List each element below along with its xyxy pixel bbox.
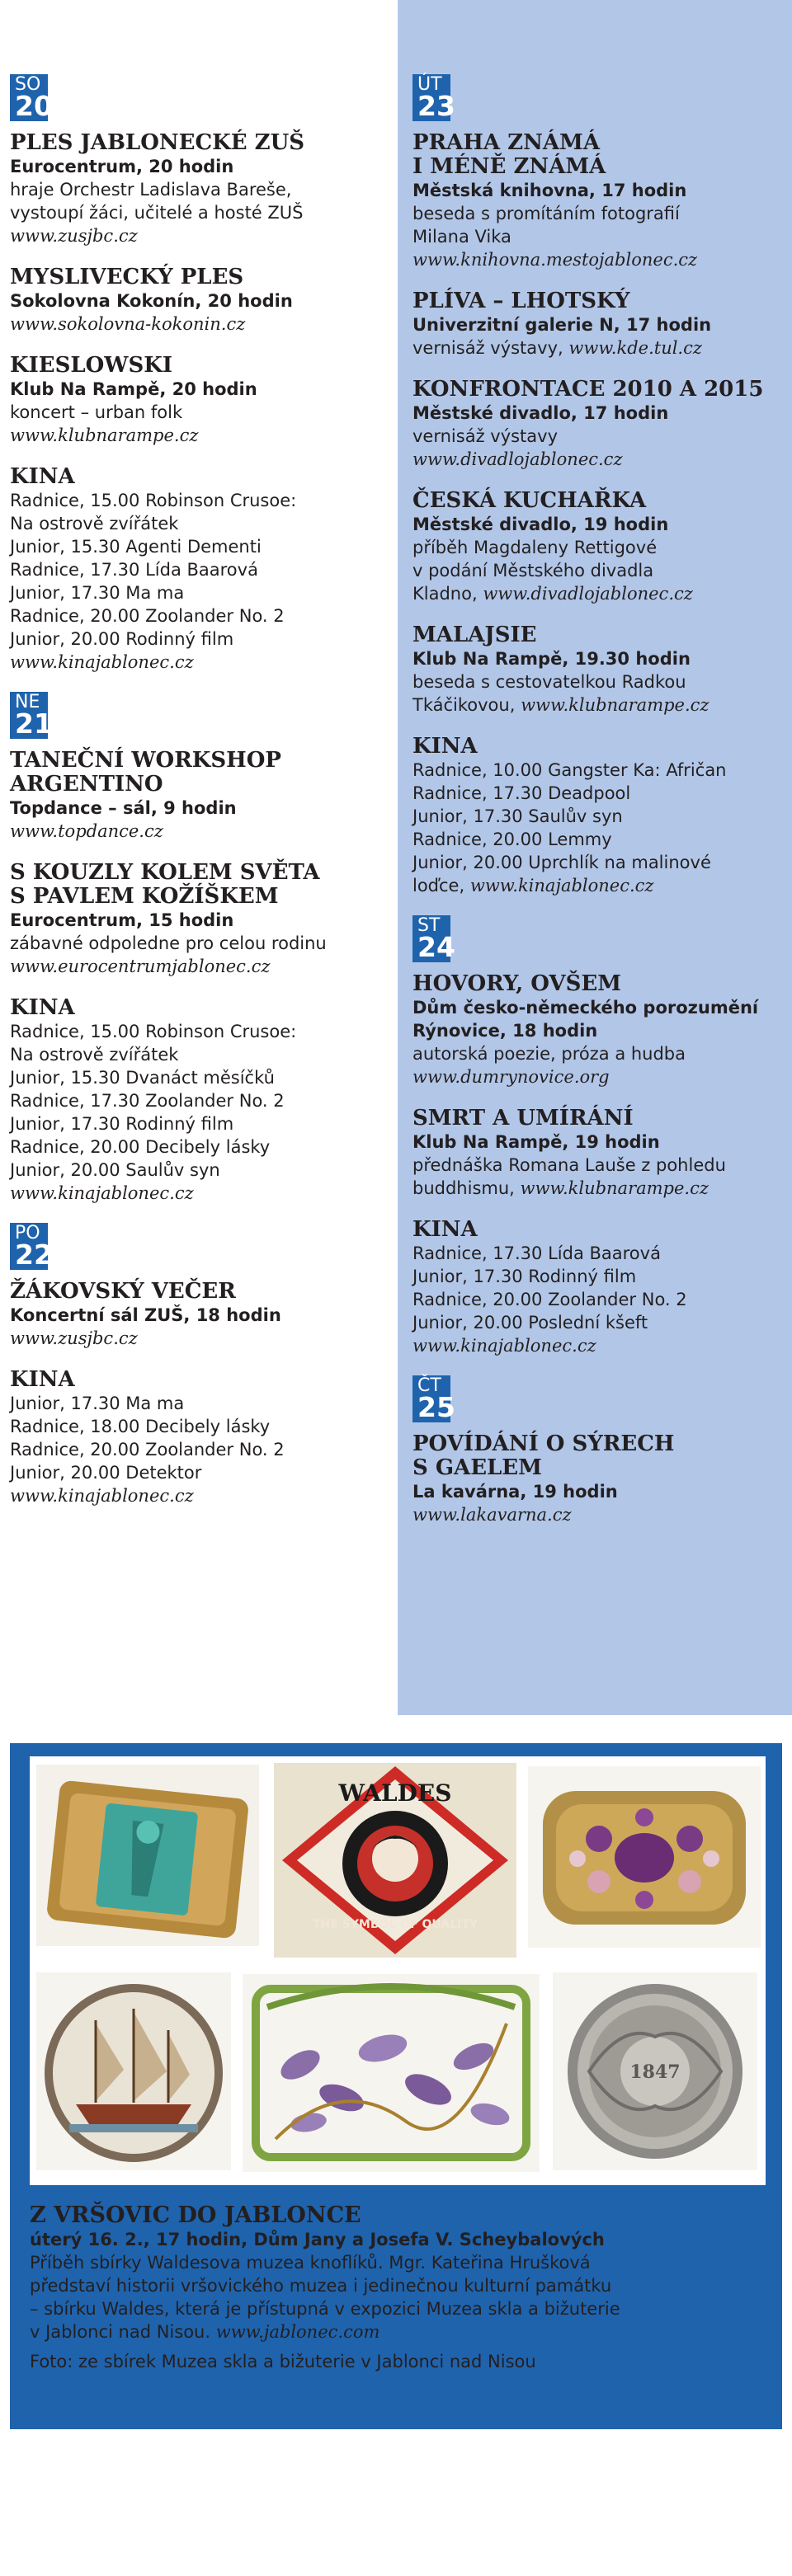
event-title [10, 131, 385, 155]
event-link[interactable]: www.klubnarampe.cz [10, 425, 199, 445]
svg-text:THE SYMBOL OF QUALITY: THE SYMBOL OF QUALITY [312, 1918, 478, 1931]
event-description: Radnice, 17.30 Zoolander No. 2 [10, 1091, 285, 1111]
event-title [10, 996, 385, 1020]
event-link[interactable]: www.lakavarna.cz [412, 1505, 572, 1525]
event-description: Junior, 17.30 Ma ma [10, 583, 185, 603]
event-place: Eurocentrum, 20 hodin [10, 157, 234, 176]
event-description: Milana Vika [412, 227, 512, 247]
event-title [10, 861, 385, 909]
event-description: příběh Magdaleny Rettigové [412, 538, 658, 557]
day-abbr: NE [15, 692, 40, 712]
banner-title: Z VRŠOVIC DO JABLONCE [30, 2202, 361, 2228]
event [10, 465, 385, 674]
svg-text:1847: 1847 [629, 2061, 681, 2083]
day-block [412, 915, 784, 1357]
event-title [412, 378, 784, 402]
event-description: Radnice, 20.00 Decibely lásky [10, 1137, 271, 1157]
event-description: zábavné odpoledne pro celou rodinu [10, 933, 327, 953]
day-abbr: ÚT [417, 74, 442, 95]
svg-text:WALDES: WALDES [338, 1779, 452, 1807]
event-description: Junior, 20.00 Uprchlík na malinové [412, 853, 711, 872]
event-description: autorská poezie, próza a hudba [412, 1044, 686, 1064]
event-place: Topdance – sál, 9 hodin [10, 798, 237, 818]
event-place: Sokolovna Kokonín, 20 hodin [10, 291, 293, 311]
event-link[interactable]: www.divadlojablonec.cz [412, 449, 623, 469]
event-link[interactable]: www.zusjbc.cz [10, 1328, 138, 1348]
event-link[interactable]: www.zusjbc.cz [10, 226, 138, 246]
event-description-with-link [412, 1177, 784, 1200]
event-title-line: KINA [10, 995, 75, 1020]
day-abbr: ČT [417, 1375, 441, 1396]
event-description: přednáška Romana Lauše z pohledu [412, 1155, 726, 1175]
event-place: Městská knihovna, 17 hodin [412, 181, 687, 200]
event-link[interactable]: www.dumrynovice.org [412, 1067, 610, 1087]
day-number: 23 [417, 90, 455, 122]
event-title [412, 1432, 784, 1480]
event-title-line: S PAVLEM KOŽÍŠKEM [10, 884, 279, 909]
event-title [10, 266, 385, 289]
event [412, 1432, 784, 1526]
event-description-text: Kladno, [412, 584, 483, 604]
event [412, 378, 784, 471]
event-title-line: S KOUZLY KOLEM SVĚTA [10, 860, 320, 885]
event-link[interactable]: www.knihovna.mestojablonec.cz [412, 250, 698, 270]
event-link[interactable]: www.topdance.cz [10, 821, 163, 841]
day-badge [10, 692, 53, 740]
event-description: Junior, 17.30 Rodinný film [10, 1114, 234, 1134]
event-description: Radnice, 20.00 Zoolander No. 2 [412, 1290, 687, 1309]
event-title-line: ARGENTINO [10, 772, 163, 797]
event-description-text: Tkáčikovou, [412, 695, 521, 715]
event-title-line: HOVORY, OVŠEM [412, 971, 621, 996]
event-link[interactable]: www.klubnarampe.cz [520, 1178, 709, 1198]
banner-body-text: v Jablonci nad Nisou. [30, 2322, 216, 2342]
event-place: Eurocentrum, 15 hodin [10, 910, 234, 930]
event-title-line: KINA [412, 734, 478, 759]
event-title [412, 489, 784, 513]
silver-button-photo [553, 1972, 757, 2170]
banner-body-line: Příběh sbírky Waldesova muzea knoflíků. Mgr. Kateřina Hrušková [30, 2253, 591, 2273]
event-description-with-link [412, 874, 784, 897]
event-title [412, 1107, 784, 1131]
event [10, 266, 385, 336]
event-title-line: KINA [412, 1217, 478, 1242]
event-description: Radnice, 20.00 Zoolander No. 2 [10, 1440, 285, 1460]
event [412, 1107, 784, 1200]
event-description: Radnice, 15.00 Robinson Crusoe: [10, 491, 297, 510]
event-description-text: buddhismu, [412, 1178, 521, 1198]
event [412, 1218, 784, 1357]
event-description: Junior, 17.30 Ma ma [10, 1394, 185, 1413]
brooch-enamel-photo [243, 1974, 540, 2172]
day-badge [10, 1223, 53, 1271]
event-description-with-link [412, 582, 784, 605]
banner-text [30, 2203, 764, 2373]
event-title [412, 289, 784, 313]
event-description: Radnice, 10.00 Gangster Ka: Afričan [412, 760, 727, 780]
event-description: v podání Městského divadla [412, 561, 654, 581]
banner-subtitle: úterý 16. 2., 17 hodin, Dům Jany a Josefa V. Scheybalových [30, 2230, 605, 2249]
event-title-line: KIESLOWSKI [10, 353, 173, 378]
event-title-line: KINA [10, 1367, 75, 1392]
event-description-with-link [412, 336, 784, 360]
day-badge [10, 74, 53, 122]
event-title-line: ŽÁKOVSKÝ VEČER [10, 1279, 236, 1304]
banner-body [30, 2251, 764, 2343]
event-description: Junior, 20.00 Rodinný film [10, 629, 234, 649]
day-badge [412, 1375, 455, 1423]
event-link[interactable]: www.kde.tul.cz [568, 338, 702, 358]
event-title-line: ČESKÁ KUCHAŘKA [412, 488, 647, 513]
day-block [412, 1375, 784, 1526]
event-description: Radnice, 15.00 Robinson Crusoe: [10, 1022, 297, 1041]
event-title-line: POVÍDÁNÍ O SÝRECH [412, 1431, 675, 1456]
event-description-text: vernisáž výstavy, [412, 338, 569, 358]
photo-collage [30, 1756, 766, 2185]
event-title [412, 972, 784, 996]
event [10, 1368, 385, 1507]
event-place: Univerzitní galerie N, 17 hodin [412, 315, 712, 335]
event-title-line: KONFRONTACE 2010 A 2015 [412, 377, 764, 402]
event-description-with-link [412, 693, 784, 717]
event-description: Radnice, 20.00 Zoolander No. 2 [10, 606, 285, 626]
event-link[interactable]: www.kinajablonec.cz [412, 1336, 596, 1356]
event-link[interactable]: www.kinajablonec.cz [10, 1486, 194, 1506]
event-description: Radnice, 17.30 Lída Baarová [10, 560, 258, 580]
event-description: Junior, 20.00 Poslední kšeft [412, 1313, 648, 1333]
waldes-logo-photo [274, 1763, 516, 1958]
day-number: 21 [15, 707, 53, 740]
event-place: Dům česko-německého porozumění Rýnovice, 18 hodin [412, 998, 759, 1041]
event-description: hraje Orchestr Ladislava Bareše, [10, 180, 292, 200]
day-block [412, 74, 784, 897]
right-column [412, 74, 784, 1544]
event-description: Na ostrově zvířátek [10, 1045, 179, 1065]
event-title [412, 623, 784, 647]
event-link[interactable]: www.sokolovna-kokonin.cz [10, 314, 246, 334]
event-link[interactable]: www.divadlojablonec.cz [483, 584, 693, 604]
event-link[interactable]: www.kinajablonec.cz [10, 652, 194, 672]
day-number: 20 [15, 90, 53, 122]
event-title [412, 735, 784, 759]
event-title-line: KINA [10, 464, 75, 489]
event-title [10, 354, 385, 378]
event [10, 131, 385, 247]
day-block [10, 1223, 385, 1507]
event-description: Na ostrově zvířátek [10, 514, 179, 534]
event-place: Městské divadlo, 17 hodin [412, 403, 669, 423]
event [412, 972, 784, 1088]
event-place: Klub Na Rampě, 19.30 hodin [412, 649, 691, 669]
day-number: 22 [15, 1239, 53, 1271]
event-place: Klub Na Rampě, 20 hodin [10, 379, 257, 399]
event-link[interactable]: www.eurocentrumjablonec.cz [10, 957, 271, 976]
event-description: Junior, 20.00 Saulův syn [10, 1160, 220, 1180]
event-description: Radnice, 20.00 Lemmy [412, 830, 612, 849]
event [412, 623, 784, 717]
day-abbr: SO [15, 74, 41, 95]
ship-button-photo [36, 1972, 231, 2170]
event-place: Městské divadlo, 19 hodin [412, 515, 669, 534]
event [412, 489, 784, 605]
event [10, 996, 385, 1205]
event [10, 861, 385, 978]
event-description: Radnice, 17.30 Lída Baarová [412, 1243, 661, 1263]
day-badge [412, 74, 455, 122]
event-title-line: MALAJSIE [412, 623, 537, 647]
event-title-line: I MÉNĚ ZNÁMÁ [412, 154, 606, 179]
event [412, 131, 784, 271]
event-title [10, 465, 385, 489]
event-title [412, 1218, 784, 1242]
event-description: Junior, 15.30 Agenti Dementi [10, 537, 262, 557]
event-description: koncert – urban folk [10, 402, 183, 422]
day-block [10, 74, 385, 674]
event [10, 1280, 385, 1350]
event [412, 289, 784, 360]
banner-body-line: představí historii vršovického muzea i jedinečnou kulturní památku [30, 2276, 612, 2296]
event-place: La kavárna, 19 hodin [412, 1482, 618, 1502]
event [10, 354, 385, 447]
event-description: Junior, 15.30 Dvanáct měsíčků [10, 1068, 275, 1088]
event-place: Klub Na Rampě, 19 hodin [412, 1132, 660, 1152]
event-title-line: PLÍVA – LHOTSKÝ [412, 289, 630, 313]
event-place: Koncertní sál ZUŠ, 18 hodin [10, 1305, 281, 1325]
banner-body-line-last [30, 2320, 764, 2343]
event-title [412, 131, 784, 179]
event-link[interactable]: www.kinajablonec.cz [469, 876, 654, 895]
day-abbr: ST [417, 915, 441, 936]
event-link[interactable]: www.kinajablonec.cz [10, 1183, 194, 1203]
event-description-text: loďce, [412, 876, 470, 895]
event-description: beseda s cestovatelkou Radkou [412, 672, 686, 692]
day-block [10, 692, 385, 1205]
event-description: Junior, 17.30 Saulův syn [412, 806, 623, 826]
event-description: beseda s promítáním fotografií [412, 204, 680, 223]
brooch-turquoise-photo [36, 1765, 259, 1946]
banner-body-url[interactable]: www.jablonec.com [215, 2322, 380, 2342]
day-badge [412, 915, 455, 963]
event-title-line: SMRT A UMÍRÁNÍ [412, 1106, 634, 1131]
event-title [10, 1368, 385, 1392]
photo-credit: Foto: ze sbírek Muzea skla a bižuterie v Jablonci nad Nisou [30, 2352, 536, 2372]
day-number: 25 [417, 1391, 455, 1423]
event-title [10, 1280, 385, 1304]
left-column [10, 74, 385, 1525]
brooch-amethyst-photo [528, 1766, 761, 1948]
event-description: Radnice, 18.00 Decibely lásky [10, 1417, 271, 1436]
event-title-line: PLES JABLONECKÉ ZUŠ [10, 130, 305, 155]
event-description: vystoupí žáci, učitelé a hosté ZUŠ [10, 203, 304, 223]
day-abbr: PO [15, 1223, 40, 1243]
event-link[interactable]: www.klubnarampe.cz [521, 695, 710, 715]
day-number: 24 [417, 931, 455, 963]
event-title-line: TANEČNÍ WORKSHOP [10, 748, 281, 773]
banner-body-line: – sbírku Waldes, která je přístupná v expozici Muzea skla a bižuterie [30, 2299, 620, 2319]
event [412, 735, 784, 897]
event-title-line: MYSLIVECKÝ PLES [10, 265, 244, 289]
event-description: vernisáž výstavy [412, 426, 559, 446]
event-description: Radnice, 17.30 Deadpool [412, 783, 631, 803]
event-title [10, 749, 385, 797]
event-title-line: PRAHA ZNÁMÁ [412, 130, 600, 155]
event [10, 749, 385, 843]
event-title-line: S GAELEM [412, 1455, 542, 1480]
event-description: Junior, 17.30 Rodinný film [412, 1267, 637, 1286]
event-description: Junior, 20.00 Detektor [10, 1463, 202, 1483]
